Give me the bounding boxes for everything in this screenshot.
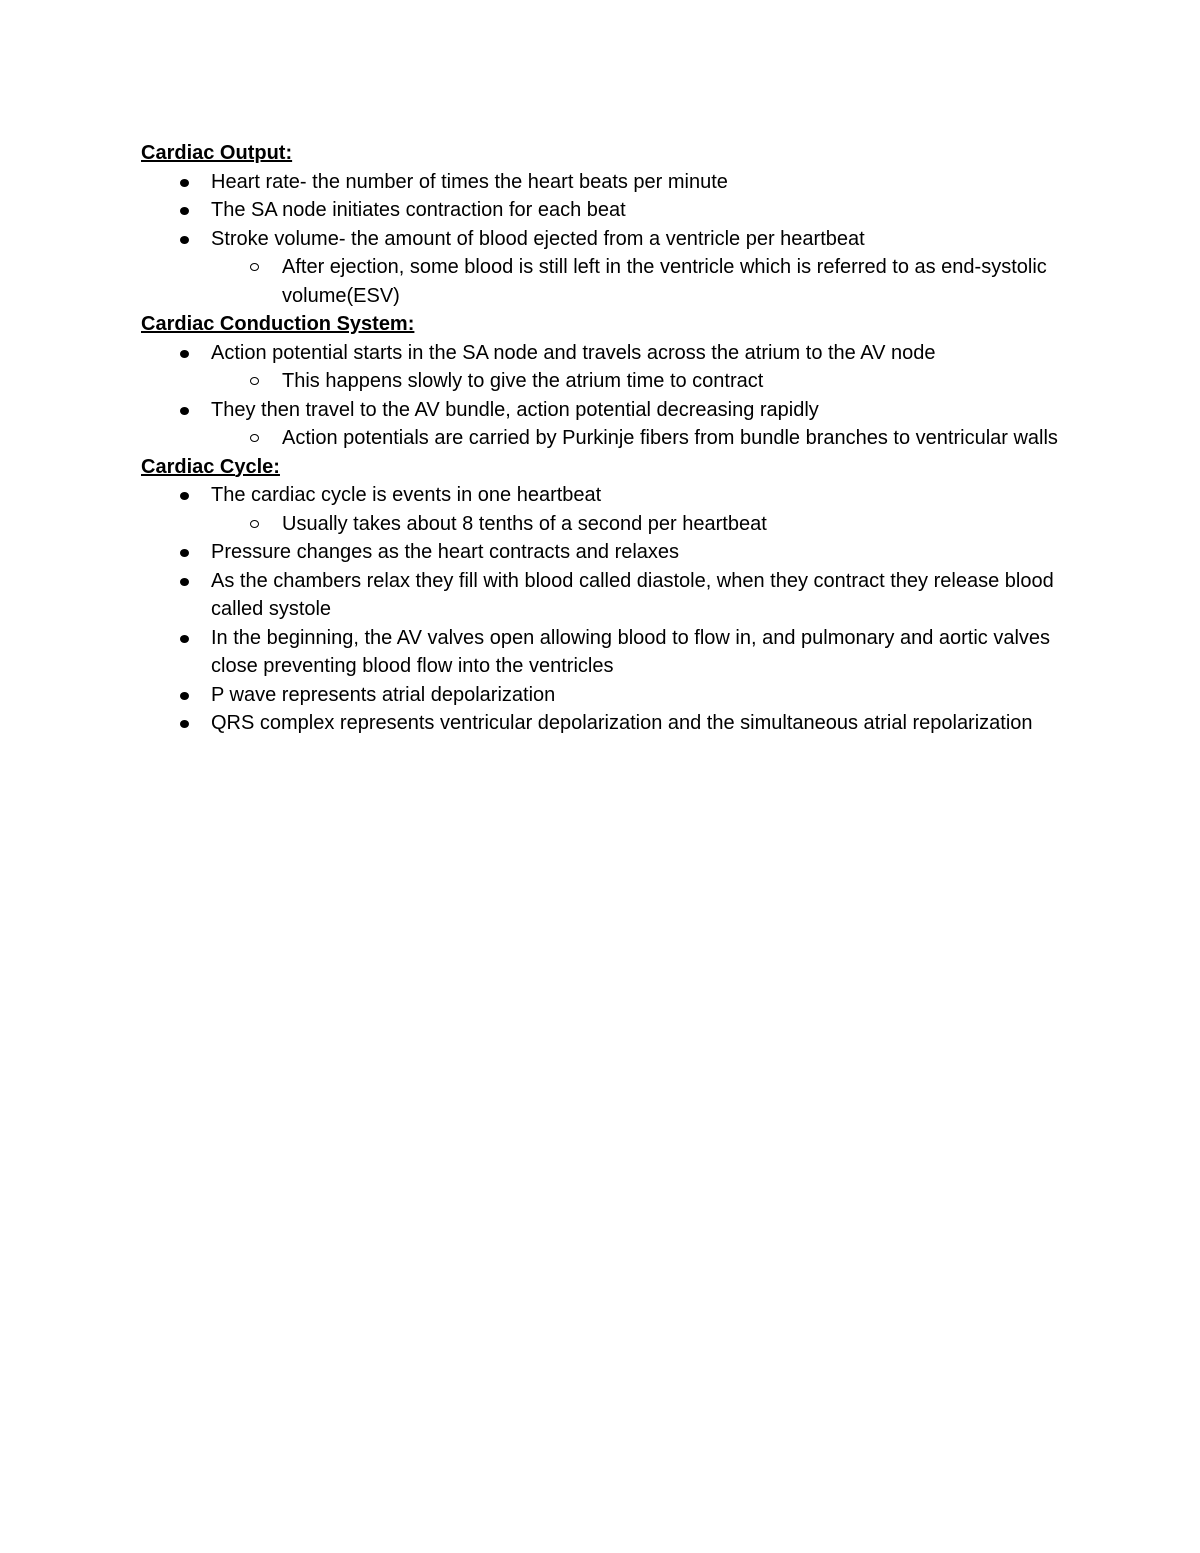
sub-list-item-text: After ejection, some blood is still left in the ventricle which is referred to as end-systolic volume(ESV) xyxy=(282,256,1047,307)
list-item xyxy=(141,196,1071,225)
list-item xyxy=(141,567,1071,624)
filled-bullet-icon xyxy=(180,720,189,728)
filled-bullet-icon xyxy=(180,549,189,557)
filled-bullet-icon xyxy=(180,236,189,244)
document-page xyxy=(141,139,1071,738)
section-cardiac-conduction-system xyxy=(141,310,1071,453)
filled-bullet-icon xyxy=(180,207,189,215)
bullet-list xyxy=(141,481,1071,510)
list-item xyxy=(141,681,1071,710)
list-item-text: The SA node initiates contraction for each beat xyxy=(211,199,626,221)
section-cardiac-output xyxy=(141,139,1071,310)
list-item-text: They then travel to the AV bundle, action potential decreasing rapidly xyxy=(211,398,819,421)
hollow-bullet-icon xyxy=(250,434,259,442)
list-item-text: In the beginning, the AV valves open allowing blood to flow in, and pulmonary and aortic valves close preventing blood flow into the ventricles xyxy=(211,626,1051,677)
sub-bullet-list xyxy=(211,424,1071,453)
section-heading: Cardiac Conduction System: xyxy=(141,313,415,335)
list-item-text: Heart rate- the number of times the heart beats per minute xyxy=(211,170,728,193)
bullet-list xyxy=(141,168,1071,254)
list-item xyxy=(141,339,1071,368)
sub-list-item-text: Usually takes about 8 tenths of a second per heartbeat xyxy=(282,512,767,535)
list-item-text: The cardiac cycle is events in one heartbeat xyxy=(211,484,602,506)
list-item-text: Pressure changes as the heart contracts and relaxes xyxy=(211,541,680,563)
section-heading: Cardiac Output: xyxy=(141,142,293,164)
list-item xyxy=(141,225,1071,254)
sub-list-item xyxy=(211,424,1071,453)
section-cardiac-cycle xyxy=(141,453,1071,738)
filled-bullet-icon xyxy=(180,179,189,187)
list-item xyxy=(141,168,1071,197)
list-item-text: Stroke volume- the amount of blood ejected from a ventricle per heartbeat xyxy=(211,227,865,250)
list-item xyxy=(141,709,1071,738)
list-item-text: As the chambers relax they fill with blood called diastole, when they contract they release blood called systole xyxy=(211,569,1054,620)
list-item xyxy=(141,396,1071,425)
list-item xyxy=(141,624,1071,681)
filled-bullet-icon xyxy=(180,692,189,700)
sub-bullet-list xyxy=(211,510,1071,539)
sub-list-item-text: Action potentials are carried by Purkinje fibers from bundle branches to ventricular walls xyxy=(282,427,1058,449)
sub-list-item xyxy=(211,367,1071,396)
sub-list-item xyxy=(211,253,1071,310)
hollow-bullet-icon xyxy=(250,377,259,385)
filled-bullet-icon xyxy=(180,407,189,415)
filled-bullet-icon xyxy=(180,350,189,358)
sub-list-item-text: This happens slowly to give the atrium time to contract xyxy=(282,370,764,392)
filled-bullet-icon xyxy=(180,492,189,500)
list-item-text: P wave represents atrial depolarization xyxy=(211,683,556,706)
list-item xyxy=(141,538,1071,567)
sub-list-item xyxy=(211,510,1071,539)
section-heading: Cardiac Cycle: xyxy=(141,455,280,478)
hollow-bullet-icon xyxy=(250,263,259,271)
bullet-list xyxy=(141,396,1071,425)
filled-bullet-icon xyxy=(180,578,189,586)
filled-bullet-icon xyxy=(180,635,189,643)
list-item xyxy=(141,481,1071,510)
list-item-text: QRS complex represents ventricular depolarization and the simultaneous atrial repolarization xyxy=(211,712,1033,734)
sub-bullet-list xyxy=(211,367,1071,396)
hollow-bullet-icon xyxy=(250,520,259,528)
bullet-list xyxy=(141,339,1071,368)
bullet-list xyxy=(141,538,1071,738)
list-item-text: Action potential starts in the SA node and travels across the atrium to the AV node xyxy=(211,341,936,364)
sub-bullet-list xyxy=(211,253,1071,310)
